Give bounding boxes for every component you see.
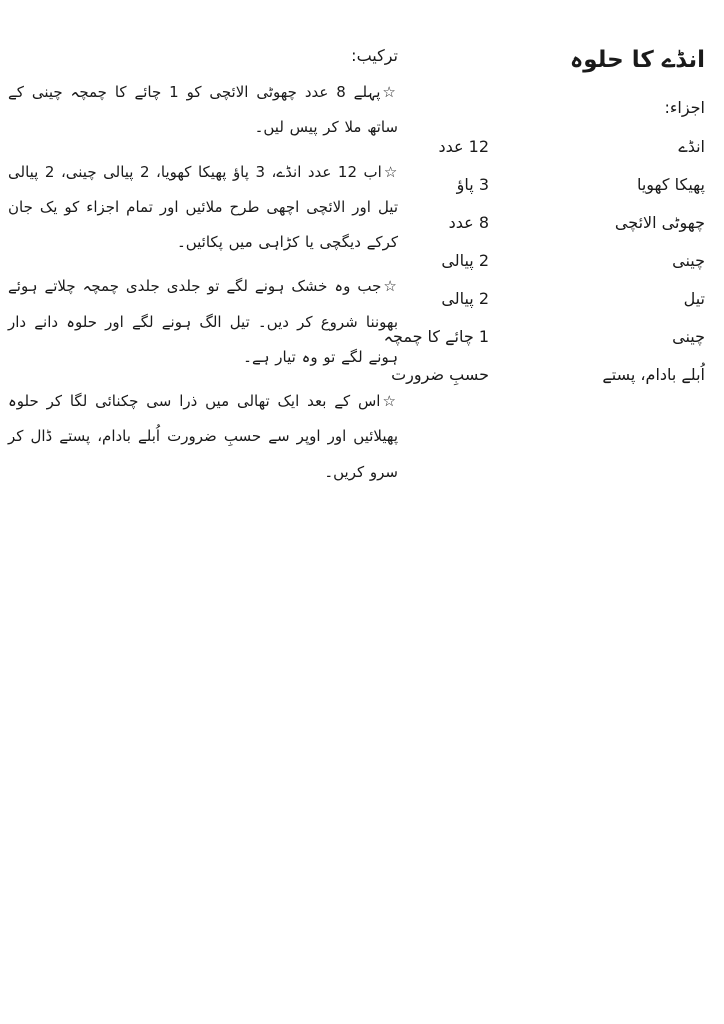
ingredient-row	[391, 365, 705, 386]
ingredients-heading: اجزاء:	[664, 98, 705, 118]
page-title: انڈے کا حلوہ	[569, 47, 705, 73]
ingredient-name: چھوٹی الائچی	[614, 213, 705, 233]
method-step	[8, 384, 398, 490]
ingredient-row	[418, 175, 705, 196]
method-step	[8, 75, 398, 146]
star-bullet-icon: ☆	[383, 162, 399, 181]
method-step	[8, 269, 398, 375]
ingredient-quantity: 2 پیالی	[441, 289, 489, 309]
step-text: پہلے 8 عدد چھوٹی الائچی کو 1 چائے کا چمچہ چینی کے ساتھ ملا کر پیس لیں۔	[8, 83, 398, 137]
step-text: جب وہ خشک ہونے لگے تو جلدی جلدی چمچہ چلاتے ہوئے بھوننا شروع کر دیں۔ تیل الگ ہونے لگے اور حلوہ دانے دار ہونے لگے تو وہ تیار ہے۔	[8, 277, 398, 366]
ingredient-row	[383, 327, 705, 348]
ingredient-quantity: 8 عدد	[448, 213, 489, 233]
ingredient-name: پھیکا کھویا	[636, 175, 705, 195]
method-step	[8, 155, 398, 261]
method-heading: ترکیب:	[351, 46, 398, 65]
ingredient-quantity: 3 پاؤ	[456, 175, 489, 195]
star-bullet-icon: ☆	[382, 392, 398, 410]
ingredients-column	[383, 44, 705, 403]
ingredient-name: انڈے	[678, 137, 705, 157]
step-text: اس کے بعد ایک تھالی میں ذرا سی چکنائی لگا کر حلوہ پھیلائیں اور اوپر سے حسبِ ضرورت اُبلے بادام، پستے ڈال کر سرو کریں۔	[8, 392, 398, 481]
ingredient-name: تیل	[683, 289, 705, 309]
ingredient-quantity: 2 پیالی	[441, 251, 489, 271]
star-bullet-icon: ☆	[383, 277, 398, 296]
ingredient-name: چینی	[672, 251, 705, 271]
ingredient-name: چینی	[672, 327, 705, 347]
ingredient-row	[418, 289, 705, 310]
ingredient-quantity: حسبِ ضرورت	[391, 365, 489, 385]
method-column	[8, 46, 398, 499]
ingredient-row	[418, 251, 705, 272]
star-bullet-icon: ☆	[382, 83, 398, 101]
ingredient-quantity: 1 چائے کا چمچہ	[383, 327, 489, 347]
step-text: اب 12 عدد انڈے، 3 پاؤ پھیکا کھویا، 2 پیالی چینی، 2 پیالی تیل اور الائچی اچھی طرح ملائیں اور تمام اجزاء کو یک جان کرکے دیگچی یا کڑاہی میں پکائیں۔	[8, 162, 398, 251]
ingredient-row	[418, 213, 705, 234]
ingredient-name: اُبلے بادام، پستے	[602, 365, 705, 385]
ingredient-quantity: 12 عدد	[438, 137, 489, 157]
ingredient-row	[418, 137, 705, 158]
